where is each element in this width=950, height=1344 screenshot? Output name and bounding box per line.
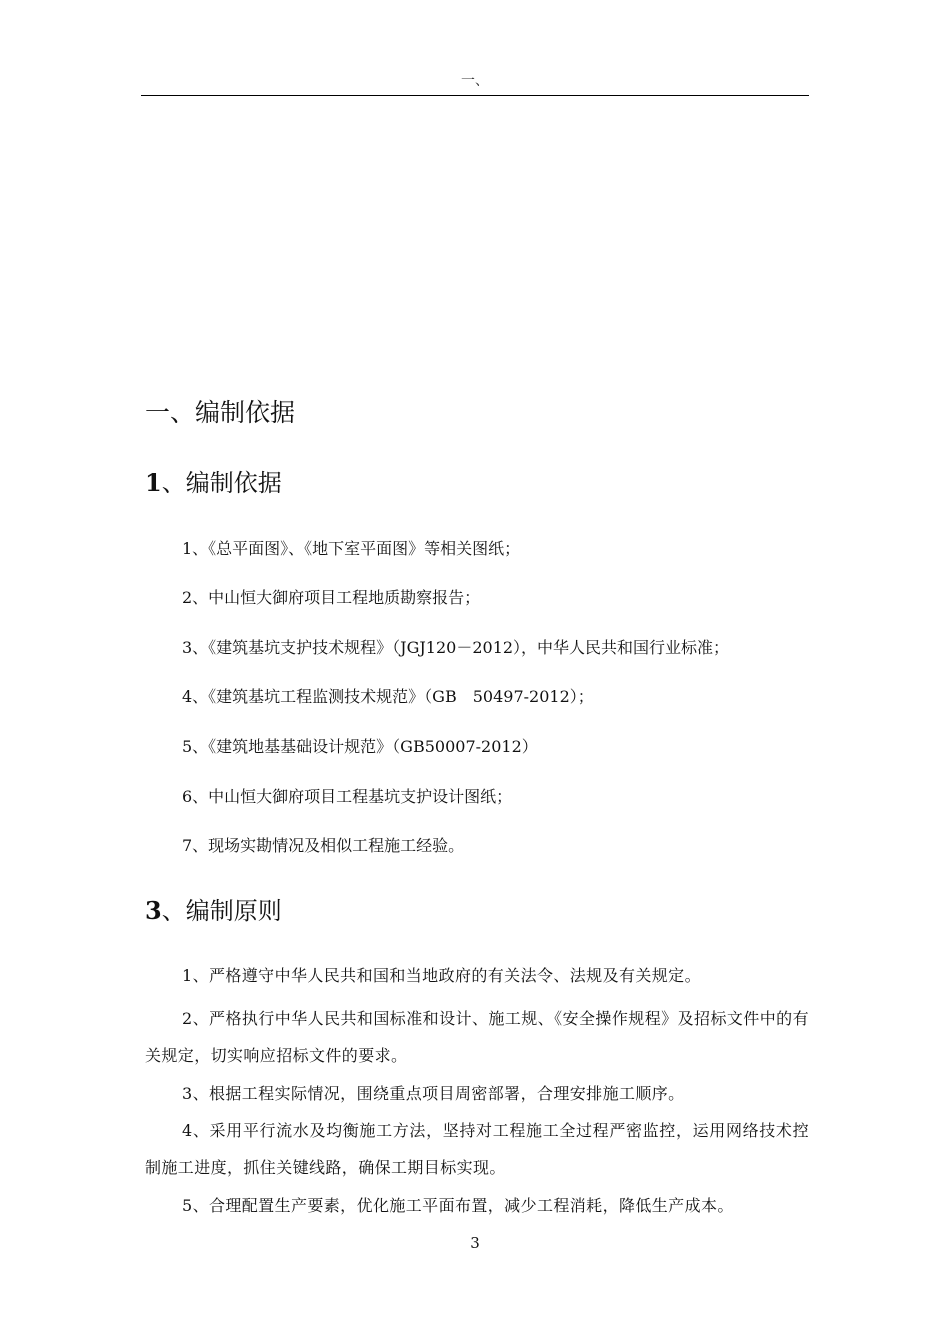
basis-item-7: 7、现场实勘情况及相似工程施工经验。: [182, 836, 465, 855]
principle-paragraph-5: 5、合理配置生产要素，优化施工平面布置，减少工程消耗，降低生产成本。: [182, 1196, 734, 1215]
basis-item-1: 1、《总平面图》、《地下室平面图》等相关图纸；: [182, 539, 521, 558]
header-divider: [141, 95, 809, 96]
principles-heading-number: 3: [145, 896, 162, 925]
basis-heading: [145, 466, 282, 500]
principle-paragraph-3: 3、根据工程实际情况，围绕重点项目周密部署，合理安排施工顺序。: [182, 1084, 685, 1103]
principle-paragraph-2: 2、严格执行中华人民共和国标准和设计、施工规、《安全操作规程》及招标文件中的有关规定，切实响应招标文件的要求。: [145, 1009, 809, 1065]
basis-heading-number: 1: [145, 468, 162, 497]
page-number: 3: [470, 1234, 480, 1252]
principle-paragraph-4: 4、采用平行流水及均衡施工方法，坚持对工程施工全过程严密监控，运用网络技术控制施工进度，抓住关键线路，确保工期目标实现。: [145, 1121, 809, 1177]
principle-paragraph-1: 1、严格遵守中华人民共和国和当地政府的有关法令、法规及有关规定。: [182, 966, 701, 985]
basis-item-4: 4、《建筑基坑工程监测技术规范》（GB 50497-2012）；: [182, 687, 594, 706]
basis-item-5: 5、《建筑地基基础设计规范》（GB50007-2012）: [182, 737, 538, 756]
principles-heading-text: 、编制原则: [161, 897, 282, 925]
basis-item-2: 2、中山恒大御府项目工程地质勘察报告；: [182, 588, 481, 607]
principles-heading: [145, 894, 282, 928]
basis-item-3: 3、《建筑基坑支护技术规程》（JGJ120－2012），中华人民共和国行业标准；: [182, 638, 730, 657]
basis-item-6: 6、中山恒大御府项目工程基坑支护设计图纸；: [182, 787, 513, 806]
section-title: 一、编制依据: [145, 398, 296, 427]
page-header: 一、: [461, 73, 489, 89]
basis-heading-text: 、编制依据: [161, 469, 282, 497]
